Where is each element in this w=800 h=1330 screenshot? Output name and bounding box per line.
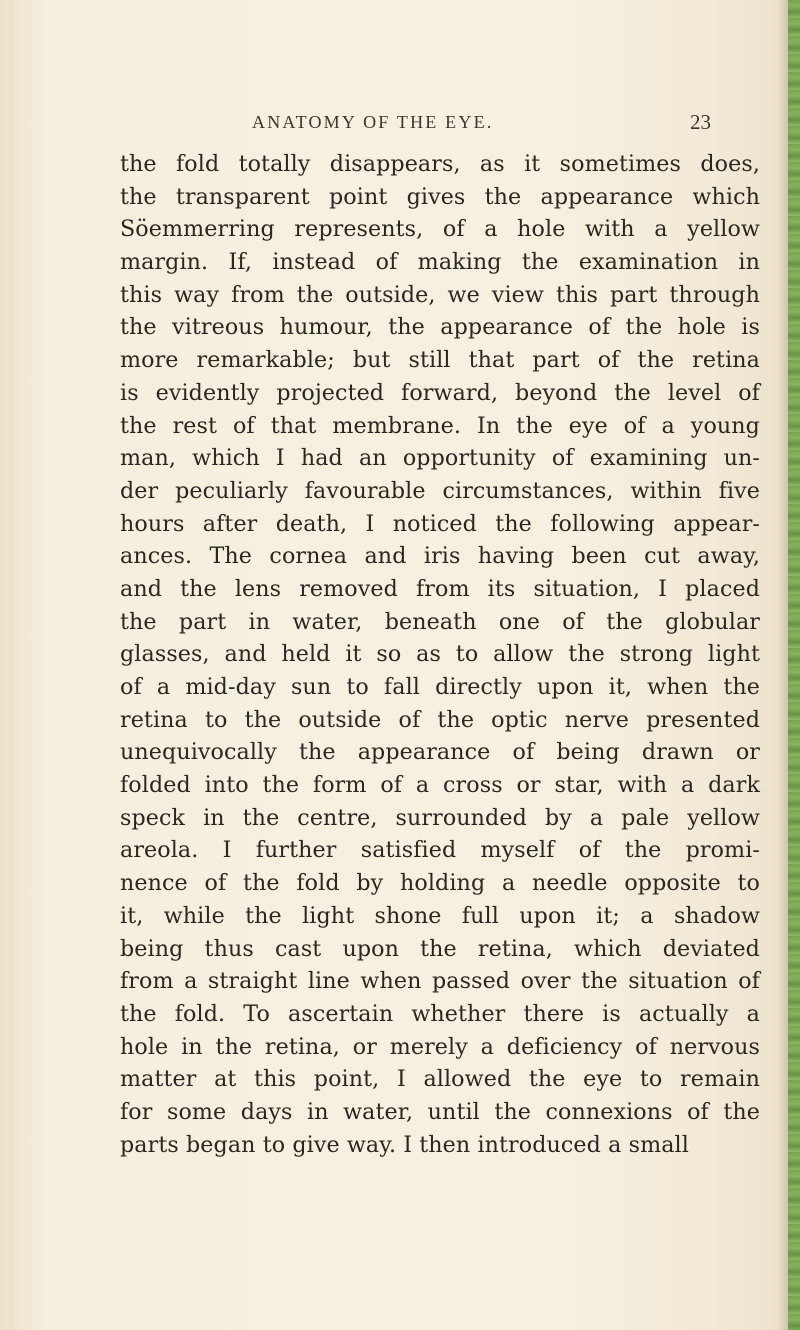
text-line: der peculiarly favourable circumstances, within five (120, 477, 760, 504)
text-line: more remarkable; but still that part of the retina (120, 347, 760, 374)
text-line: the fold. To ascertain whether there is actually a (120, 1000, 760, 1027)
page-edge-shadow (778, 0, 788, 1330)
text-line: is evidently projected forward, beyond the level of (120, 379, 760, 406)
text-line: and the lens removed from its situation, I placed (120, 575, 760, 602)
text-line: speck in the centre, surrounded by a pale yellow (120, 804, 760, 831)
text-line: unequivocally the appearance of being drawn or (120, 739, 760, 766)
text-line: the rest of that membrane. In the eye of a young (120, 412, 760, 439)
text-line: for some days in water, until the connexions of the (120, 1098, 760, 1125)
text-line: being thus cast upon the retina, which deviated (120, 935, 760, 962)
text-line: ances. The cornea and iris having been cut away, (120, 543, 760, 570)
body-text (120, 148, 760, 1161)
text-line: it, while the light shone full upon it; a shadow (120, 902, 760, 929)
text-line: hours after death, I noticed the following appear- (120, 510, 760, 537)
text-line: the vitreous humour, the appearance of the hole is (120, 314, 760, 341)
text-line: matter at this point, I allowed the eye to remain (120, 1066, 760, 1093)
text-line: hole in the retina, or merely a deficiency of nervous (120, 1033, 760, 1060)
page-edge-strip (788, 0, 800, 1330)
text-line: of a mid-day sun to fall directly upon it, when the (120, 674, 760, 700)
text-line: glasses, and held it so as to allow the strong light (120, 641, 760, 668)
text-line: folded into the form of a cross or star, with a dark (120, 772, 760, 799)
text-line: margin. If, instead of making the examination in (120, 249, 760, 276)
text-line: the part in water, beneath one of the globular (120, 608, 760, 635)
running-head: ANATOMY OF THE EYE. (252, 112, 494, 132)
text-line: nence of the fold by holding a needle opposite to (120, 870, 760, 897)
text-line: Söemmerring represents, of a hole with a yellow (120, 216, 760, 243)
text-line: the fold totally disappears, as it sometimes does, (120, 151, 760, 177)
text-line: areola. I further satisfied myself of the promi- (120, 837, 760, 864)
text-line: parts began to give way. I then introduced a small (120, 1131, 689, 1158)
text-line: from a straight line when passed over the situation of (120, 968, 760, 995)
text-line: man, which I had an opportunity of examining un- (120, 445, 760, 472)
text-line: retina to the outside of the optic nerve presented (120, 706, 760, 733)
page-number: 23 (690, 110, 711, 134)
text-line: this way from the outside, we view this part through (120, 281, 760, 308)
text-line: the transparent point gives the appearance which (120, 183, 760, 210)
